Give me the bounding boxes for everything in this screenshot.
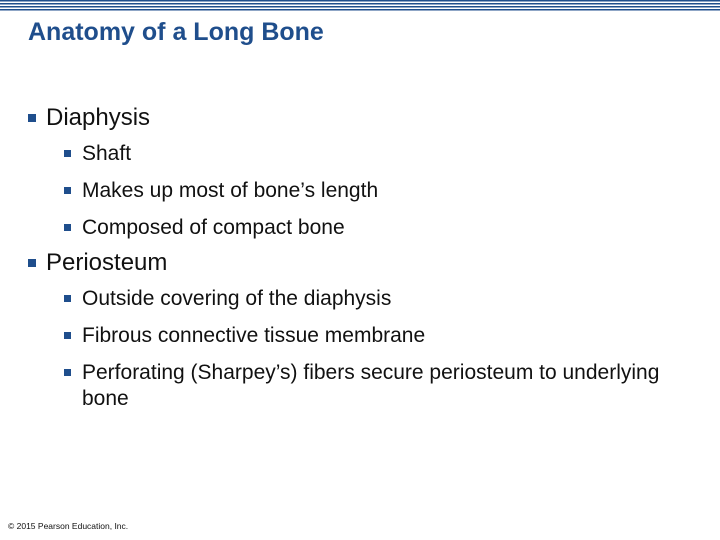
slide-title: Anatomy of a Long Bone bbox=[28, 18, 324, 46]
sub-bullet-text: Perforating (Sharpey’s) fibers secure periosteum to underlying bone bbox=[82, 361, 660, 410]
sub-bullet-length bbox=[64, 178, 688, 204]
square-bullet-icon bbox=[64, 332, 71, 339]
square-bullet-icon bbox=[64, 369, 71, 376]
bullet-text: Periosteum bbox=[46, 249, 168, 276]
slide-content bbox=[28, 103, 688, 412]
square-bullet-icon bbox=[28, 114, 36, 122]
sub-bullet-shaft bbox=[64, 141, 688, 167]
sub-bullet-text: Makes up most of bone’s length bbox=[82, 179, 379, 202]
sub-bullet-text: Outside covering of the diaphysis bbox=[82, 287, 392, 310]
sub-bullet-text: Fibrous connective tissue membrane bbox=[82, 324, 426, 347]
square-bullet-icon bbox=[64, 150, 71, 157]
bullet-periosteum bbox=[28, 248, 688, 278]
sub-bullet-text: Composed of compact bone bbox=[82, 216, 345, 239]
square-bullet-icon bbox=[64, 224, 71, 231]
bullet-diaphysis bbox=[28, 103, 688, 133]
square-bullet-icon bbox=[64, 187, 71, 194]
sub-bullet-compact-bone bbox=[64, 215, 688, 241]
sub-bullet-perforating-fibers bbox=[64, 360, 688, 412]
copyright-footer: © 2015 Pearson Education, Inc. bbox=[8, 521, 129, 531]
bullet-text: Diaphysis bbox=[46, 104, 151, 131]
square-bullet-icon bbox=[28, 259, 36, 267]
sub-bullet-text: Shaft bbox=[82, 142, 132, 165]
top-decorative-stripes bbox=[0, 0, 720, 12]
sub-bullet-outside-covering bbox=[64, 286, 688, 312]
square-bullet-icon bbox=[64, 295, 71, 302]
sub-bullet-fibrous-membrane bbox=[64, 323, 688, 349]
